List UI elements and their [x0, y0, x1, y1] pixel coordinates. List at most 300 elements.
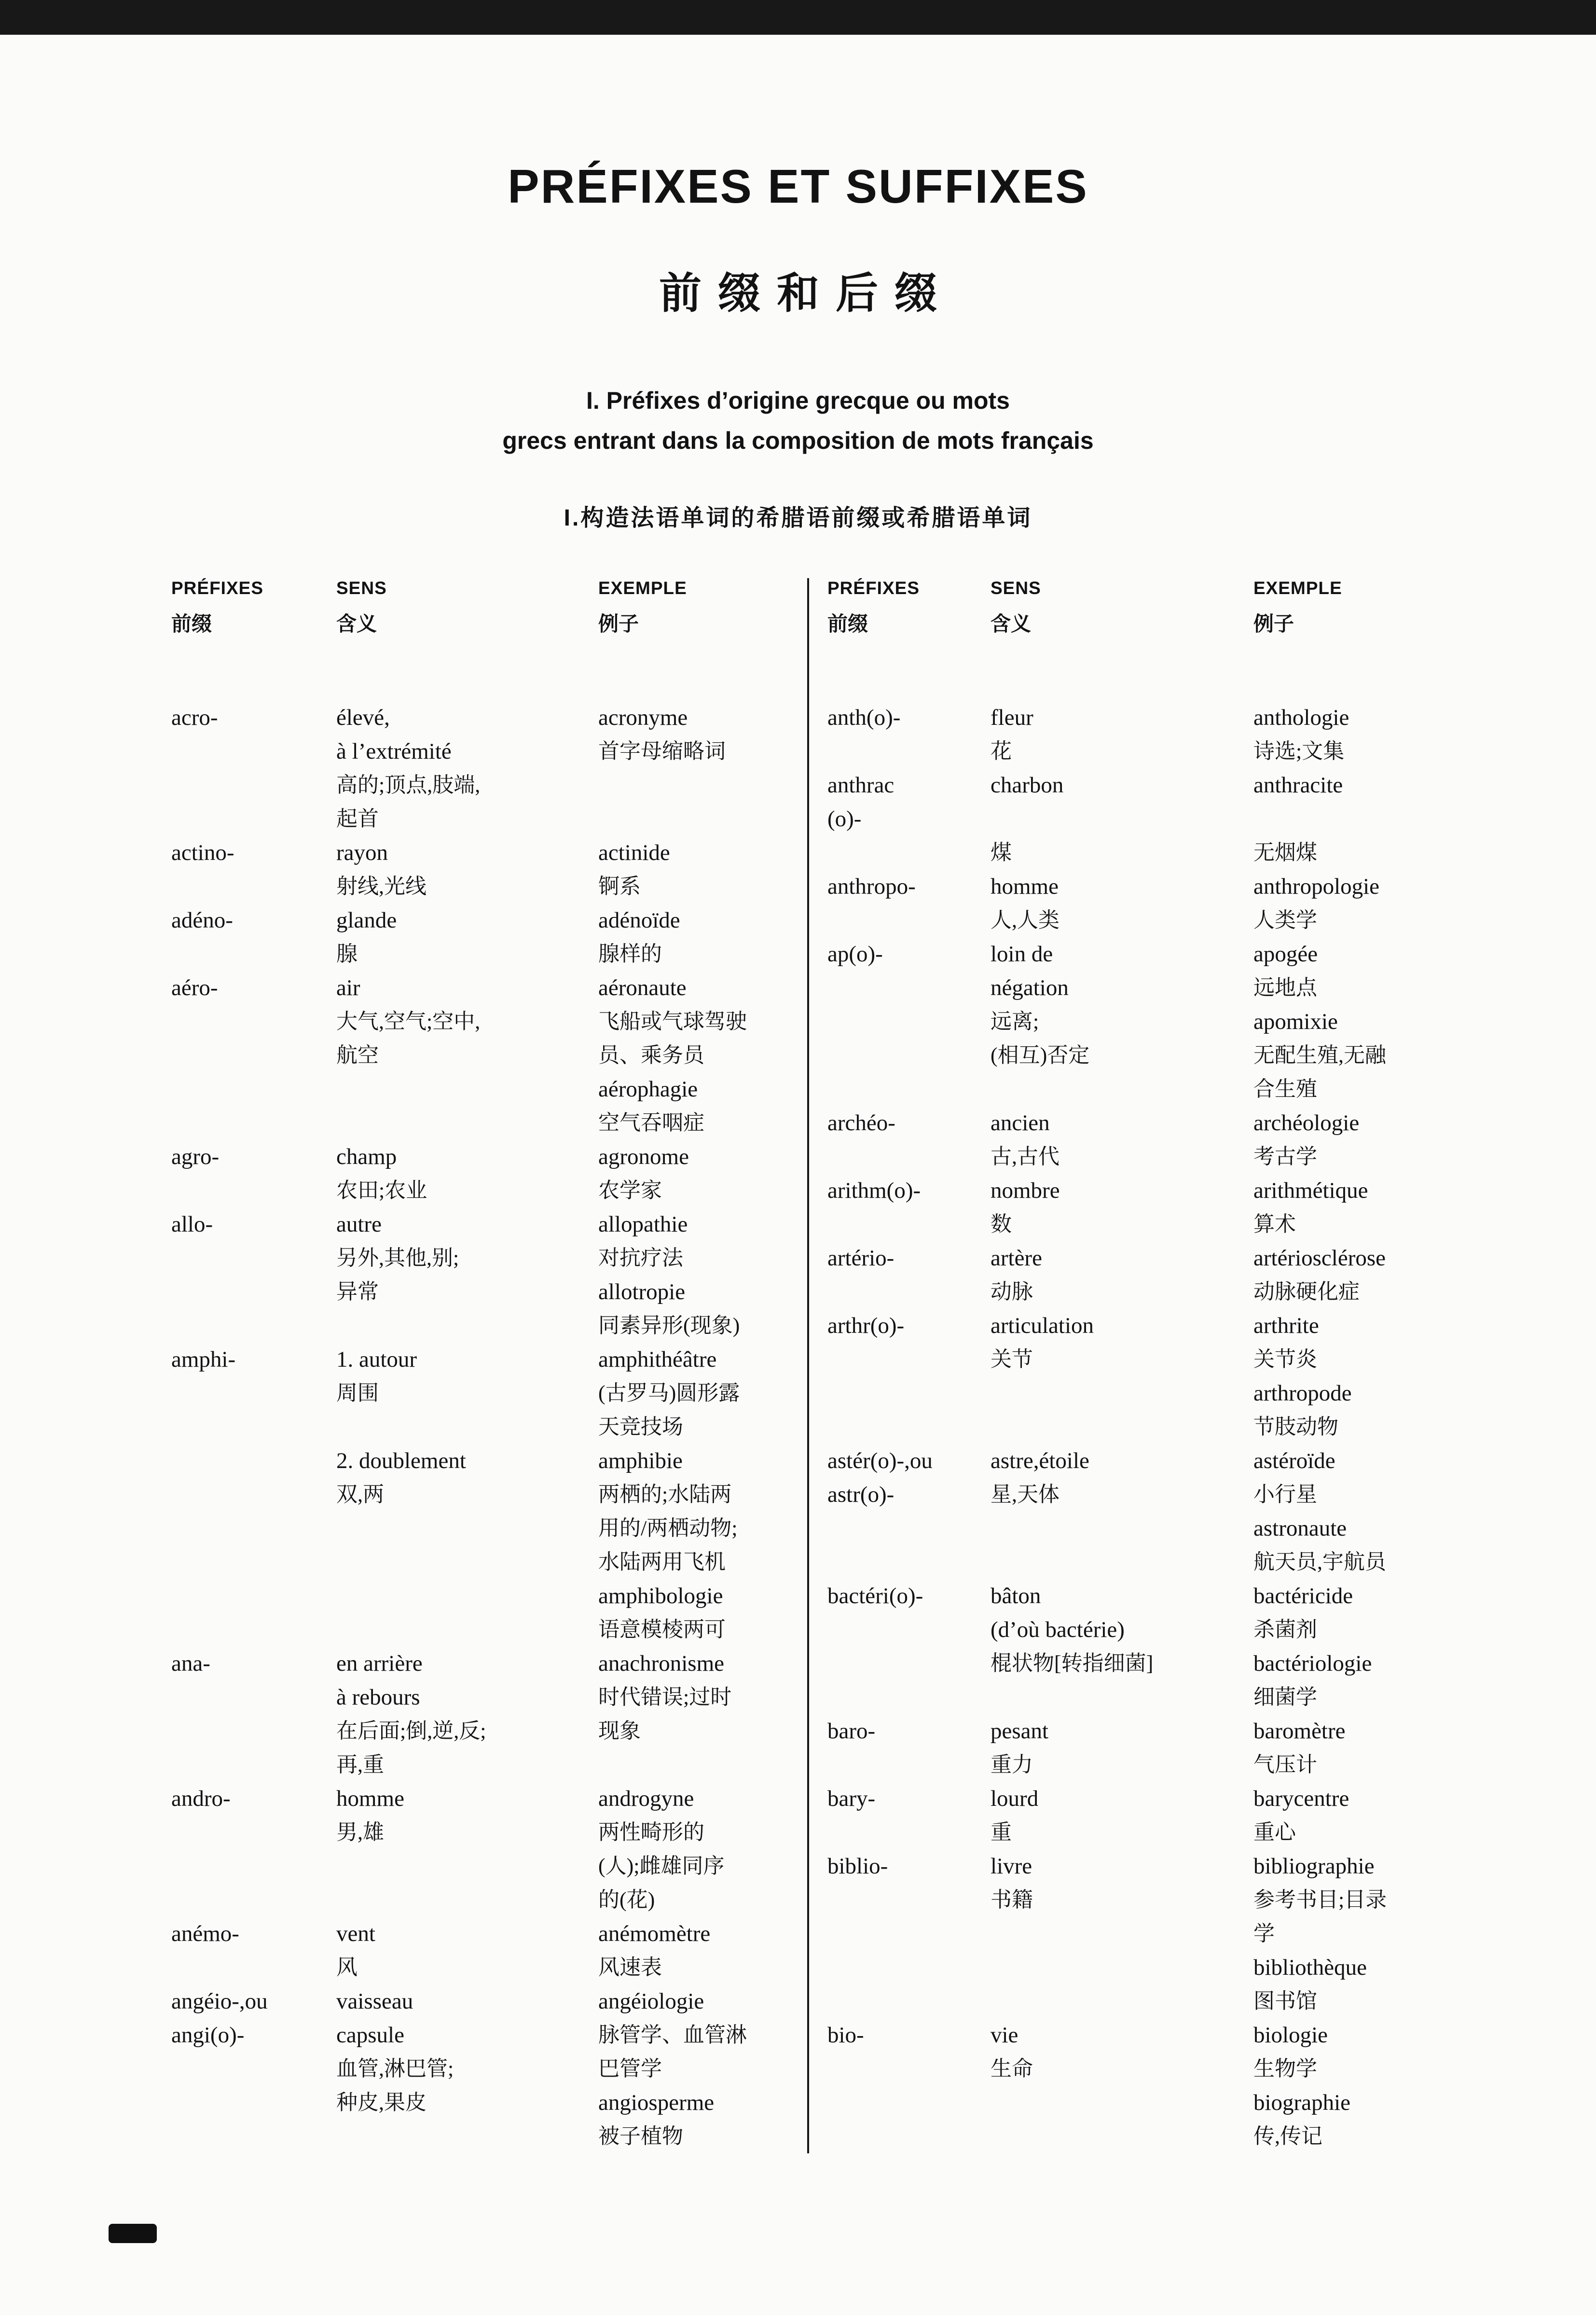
- text-line: 航天员,宇航员: [1253, 1550, 1386, 1574]
- prefix-cell: [827, 1241, 991, 1309]
- dictionary-entry: [827, 1444, 1516, 1579]
- sens-cell: [991, 1106, 1253, 1174]
- text-line: adéno-: [171, 908, 233, 933]
- text-line: 诗选;文集: [1253, 739, 1345, 763]
- text-line: 飞船或气球驾驶: [598, 1010, 747, 1033]
- sens-cell: [991, 1174, 1253, 1241]
- text-line: capsule: [336, 2023, 404, 2048]
- dictionary-entry: [171, 1444, 807, 1647]
- exemple-cell: [598, 1782, 807, 1917]
- text-line: 空气吞咽症: [598, 1111, 704, 1135]
- text-line: 两栖的;水陆两: [598, 1483, 732, 1506]
- dictionary-entry: [171, 1343, 807, 1444]
- dictionary-entry: [171, 1207, 807, 1343]
- prefix-cell: [171, 1647, 336, 1782]
- text-line: anthologie: [1253, 705, 1349, 730]
- sens-cell: [336, 1782, 598, 1917]
- header-prefixes: PRÉFIXES 前缀: [827, 578, 920, 635]
- text-line: bibliographie: [1253, 1854, 1375, 1879]
- text-line: 员、乘务员: [598, 1043, 704, 1067]
- text-line: androgyne: [598, 1786, 694, 1811]
- exemple-cell: [598, 971, 807, 1140]
- text-line: angéiologie: [598, 1989, 704, 2014]
- exemple-cell: [598, 903, 807, 971]
- text-line: (o)-: [827, 806, 862, 832]
- prefix-cell: [827, 1309, 991, 1444]
- text-line: anémo-: [171, 1921, 239, 1946]
- text-line: [1253, 802, 1516, 836]
- dictionary-entry: [171, 903, 807, 971]
- text-line: ancien: [991, 1110, 1050, 1136]
- dictionary-entry: [827, 1782, 1516, 1849]
- text-line: 无烟煤: [1253, 841, 1317, 864]
- table-column-right: [809, 578, 1516, 2153]
- text-line: biologie: [1253, 2023, 1328, 2048]
- text-line: 动脉硬化症: [1253, 1280, 1360, 1303]
- exemple-cell: [1253, 870, 1516, 937]
- text-line: 细菌学: [1253, 1685, 1317, 1709]
- text-line: aérophagie: [598, 1077, 698, 1102]
- section-heading-line2: grecs entrant dans la composition de mots français: [502, 427, 1094, 454]
- prefix-cell: [827, 1782, 991, 1849]
- text-line: 农田;农业: [336, 1178, 427, 1202]
- text-line: 古,古代: [991, 1145, 1059, 1168]
- text-line: loin de: [991, 942, 1053, 967]
- prefix-cell: [171, 1343, 336, 1444]
- text-line: biographie: [1253, 2090, 1350, 2115]
- prefix-cell: [827, 1106, 991, 1174]
- dictionary-entry: [171, 1984, 807, 2018]
- text-line: 另外,其他,别;: [336, 1246, 459, 1270]
- text-line: 异常: [336, 1280, 379, 1303]
- text-line: agro-: [171, 1144, 220, 1169]
- text-line: arthrite: [1253, 1313, 1319, 1338]
- text-line: champ: [336, 1144, 397, 1169]
- exemple-cell: [1253, 768, 1516, 870]
- text-line: 星,天体: [991, 1483, 1059, 1506]
- prefix-cell: [827, 701, 991, 768]
- text-line: 生物学: [1253, 2057, 1317, 2080]
- text-line: 人类学: [1253, 908, 1317, 932]
- text-line: homme: [991, 874, 1059, 899]
- text-line: autre: [336, 1212, 382, 1237]
- prefix-cell: [827, 1579, 991, 1714]
- column-header-row: [827, 578, 1516, 637]
- exemple-cell: [1253, 1444, 1516, 1579]
- text-line: 重力: [991, 1753, 1033, 1776]
- text-line: bâton: [991, 1583, 1041, 1608]
- text-line: astre,étoile: [991, 1448, 1089, 1473]
- text-line: 关节炎: [1253, 1347, 1317, 1371]
- exemple-cell: [1253, 701, 1516, 768]
- prefix-cell: [827, 2018, 991, 2153]
- text-line: 语意模棱两可: [598, 1618, 726, 1641]
- text-line: 节肢动物: [1253, 1415, 1338, 1439]
- column-header-row: [171, 578, 807, 637]
- prefix-cell: [827, 937, 991, 1106]
- text-line: amphi-: [171, 1347, 236, 1372]
- text-line: anthracite: [1253, 773, 1343, 798]
- text-line: 对抗疗法: [598, 1246, 683, 1270]
- text-line: anachronisme: [598, 1651, 725, 1676]
- text-line: 生命: [991, 2057, 1033, 2080]
- page-title: PRÉFIXES ET SUFFIXES: [508, 160, 1088, 213]
- exemple-cell: [598, 1140, 807, 1207]
- text-line: barycentre: [1253, 1786, 1349, 1811]
- sens-cell: [336, 971, 598, 1140]
- text-line: amphithéâtre: [598, 1347, 717, 1372]
- text-line: angéio-,ou: [171, 1989, 268, 2014]
- text-line: 学: [1253, 1922, 1275, 1945]
- exemple-cell: [598, 2018, 807, 2153]
- text-line: 脉管学、血管淋: [598, 2023, 747, 2047]
- dictionary-entry: [827, 1309, 1516, 1444]
- text-line: vent: [336, 1921, 375, 1946]
- text-line: astr(o)-: [827, 1482, 894, 1507]
- text-line: archéologie: [1253, 1110, 1360, 1136]
- dictionary-entry: [171, 1782, 807, 1917]
- text-line: biblio-: [827, 1854, 888, 1879]
- exemple-cell: [1253, 1174, 1516, 1241]
- dictionary-entry: [171, 836, 807, 903]
- exemple-cell: [1253, 1714, 1516, 1782]
- text-line: apomixie: [1253, 1009, 1338, 1034]
- prefix-cell: [171, 1917, 336, 1984]
- text-line: artério-: [827, 1246, 894, 1271]
- exemple-cell: [1253, 1849, 1516, 2018]
- exemple-cell: [598, 1917, 807, 1984]
- dictionary-entry: [827, 1579, 1516, 1714]
- text-line: 合生殖: [1253, 1077, 1317, 1101]
- text-line: 无配生殖,无融: [1253, 1043, 1386, 1067]
- text-line: 风: [336, 1955, 358, 1979]
- text-line: agronome: [598, 1144, 689, 1169]
- text-line: 周围: [336, 1381, 379, 1405]
- prefix-cell: [827, 1444, 991, 1579]
- prefix-cell: [827, 870, 991, 937]
- prefix-cell: [171, 1207, 336, 1343]
- text-line: nombre: [991, 1178, 1060, 1203]
- text-line: 小行星: [1253, 1483, 1317, 1506]
- sens-cell: [336, 1444, 598, 1647]
- text-line: 男,雄: [336, 1820, 384, 1844]
- sens-cell: [991, 701, 1253, 768]
- text-line: 腺样的: [598, 942, 662, 966]
- text-line: 远地点: [1253, 976, 1317, 999]
- sens-cell: [991, 870, 1253, 937]
- text-line: 在后面;倒,逆,反;: [336, 1719, 486, 1743]
- sens-cell: [991, 1714, 1253, 1782]
- exemple-cell: [1253, 1309, 1516, 1444]
- text-line: 农学家: [598, 1178, 662, 1202]
- prefix-cell: [827, 1174, 991, 1241]
- text-line: fleur: [991, 705, 1033, 730]
- text-line: 参考书目;目录: [1253, 1888, 1387, 1912]
- exemple-cell: [1253, 1579, 1516, 1714]
- scan-edge-top: [0, 0, 1596, 35]
- section-heading: [0, 381, 1596, 460]
- prefix-cell: [171, 1140, 336, 1207]
- text-line: 血管,淋巴管;: [336, 2057, 454, 2080]
- text-line: élevé,: [336, 705, 390, 730]
- text-line: (人);雌雄同序: [598, 1854, 725, 1878]
- text-line: 锕系: [598, 874, 641, 898]
- header-prefixes: PRÉFIXES 前缀: [171, 578, 263, 635]
- sens-cell: [991, 1849, 1253, 2018]
- text-line: 气压计: [1253, 1753, 1317, 1776]
- sens-cell: [336, 1984, 598, 2018]
- text-line: (d’où bactérie): [991, 1617, 1125, 1642]
- text-line: 人,人类: [991, 908, 1059, 932]
- text-line: à rebours: [336, 1685, 420, 1710]
- exemple-cell: [598, 1343, 807, 1444]
- text-line: 2. doublement: [336, 1448, 466, 1473]
- dictionary-entry: [827, 1106, 1516, 1174]
- dictionary-entry: [827, 1714, 1516, 1782]
- prefix-table: [0, 578, 1596, 2153]
- header-sens: SENS 含义: [336, 578, 387, 635]
- exemple-cell: [598, 836, 807, 903]
- text-line: rayon: [336, 840, 388, 865]
- prefix-cell: [827, 1714, 991, 1782]
- text-line: en arrière: [336, 1651, 423, 1676]
- exemple-cell: [1253, 1782, 1516, 1849]
- dictionary-entry: [827, 2018, 1516, 2153]
- text-line: 远离;: [991, 1010, 1039, 1033]
- sens-cell: [336, 2018, 598, 2153]
- text-line: 关节: [991, 1347, 1033, 1371]
- text-line: baro-: [827, 1719, 876, 1744]
- text-line: 算术: [1253, 1212, 1296, 1236]
- table-column-left: [171, 578, 807, 2153]
- text-line: glande: [336, 908, 397, 933]
- text-line: adénoïde: [598, 908, 680, 933]
- text-line: 重心: [1253, 1820, 1296, 1844]
- dictionary-entry: [171, 1647, 807, 1782]
- text-line: 考古学: [1253, 1145, 1317, 1168]
- dictionary-entry: [171, 971, 807, 1140]
- sens-cell: [336, 1343, 598, 1444]
- text-line: lourd: [991, 1786, 1039, 1811]
- dictionary-entry: [827, 937, 1516, 1106]
- exemple-cell: [1253, 1106, 1516, 1174]
- sens-cell: [991, 1444, 1253, 1579]
- text-line: 种皮,果皮: [336, 2091, 427, 2114]
- text-line: artériosclérose: [1253, 1246, 1386, 1271]
- text-line: livre: [991, 1854, 1032, 1879]
- text-line: bactériologie: [1253, 1651, 1372, 1676]
- text-line: 煤: [991, 841, 1012, 864]
- text-line: bactéricide: [1253, 1583, 1353, 1608]
- text-line: bary-: [827, 1786, 876, 1811]
- prefix-cell: [171, 1782, 336, 1917]
- text-line: homme: [336, 1786, 404, 1811]
- text-line: 起首: [336, 807, 379, 831]
- text-line: actino-: [171, 840, 234, 865]
- text-line: 天竞技场: [598, 1415, 683, 1439]
- sens-cell: [991, 1579, 1253, 1714]
- text-line: acro-: [171, 705, 218, 730]
- sens-cell: [336, 1140, 598, 1207]
- text-line: amphibologie: [598, 1583, 723, 1608]
- text-line: 现象: [598, 1719, 641, 1743]
- sens-cell: [991, 1241, 1253, 1309]
- sens-cell: [991, 2018, 1253, 2153]
- sens-cell: [336, 701, 598, 836]
- text-line: 动脉: [991, 1280, 1033, 1303]
- text-line: 两性畸形的: [598, 1820, 704, 1844]
- text-line: actinide: [598, 840, 670, 865]
- text-line: 巴管学: [598, 2057, 662, 2080]
- text-line: 用的/两栖动物;: [598, 1516, 738, 1540]
- prefix-cell: [171, 701, 336, 836]
- text-line: archéo-: [827, 1110, 895, 1136]
- text-line: négation: [991, 975, 1069, 1000]
- text-line: 首字母缩略词: [598, 739, 726, 763]
- text-line: 双,两: [336, 1483, 384, 1506]
- text-line: 花: [991, 739, 1012, 763]
- text-line: allo-: [171, 1212, 213, 1237]
- entries-right: [827, 701, 1516, 2153]
- text-line: astér(o)-,ou: [827, 1448, 933, 1473]
- prefix-cell: [171, 1984, 336, 2018]
- exemple-cell: [598, 1647, 807, 1782]
- text-line: 高的;顶点,肢端,: [336, 773, 481, 797]
- text-line: anthrac: [827, 773, 894, 798]
- text-line: (古罗马)圆形露: [598, 1381, 740, 1405]
- text-line: 时代错误;过时: [598, 1685, 732, 1709]
- text-line: amphibie: [598, 1448, 683, 1473]
- text-line: angiosperme: [598, 2090, 715, 2115]
- text-line: 同素异形(现象): [598, 1314, 740, 1337]
- prefix-cell: [171, 1444, 336, 1647]
- dictionary-entry: [827, 768, 1516, 870]
- page-title-chinese: 前缀和后缀: [659, 269, 953, 317]
- section-heading-line1: I. Préfixes d’origine grecque ou mots: [586, 387, 1010, 414]
- dictionary-entry: [171, 701, 807, 836]
- text-line: 腺: [336, 942, 358, 966]
- prefix-cell: [171, 971, 336, 1140]
- text-line: articulation: [991, 1313, 1094, 1338]
- exemple-cell: [598, 1207, 807, 1343]
- sens-cell: [991, 1782, 1253, 1849]
- sens-cell: [991, 768, 1253, 870]
- text-line: arithmétique: [1253, 1178, 1368, 1203]
- prefix-cell: [171, 836, 336, 903]
- text-line: 数: [991, 1212, 1012, 1236]
- text-line: angi(o)-: [171, 2023, 245, 2048]
- text-line: 图书馆: [1253, 1989, 1317, 2013]
- text-line: 风速表: [598, 1955, 662, 1979]
- sens-cell: [991, 1309, 1253, 1444]
- text-line: ap(o)-: [827, 942, 883, 967]
- text-line: air: [336, 975, 360, 1000]
- exemple-cell: [598, 1984, 807, 2018]
- text-line: bio-: [827, 2023, 864, 2048]
- text-line: 传,传记: [1253, 2124, 1322, 2148]
- text-line: bactéri(o)-: [827, 1583, 923, 1608]
- dictionary-entry: [171, 1140, 807, 1207]
- entries-left: [171, 701, 807, 2153]
- text-line: arthr(o)-: [827, 1313, 905, 1338]
- text-line: [991, 802, 1253, 836]
- text-line: bibliothèque: [1253, 1955, 1367, 1980]
- exemple-cell: [598, 701, 807, 836]
- text-line: 的(花): [598, 1888, 655, 1912]
- sens-cell: [336, 1207, 598, 1343]
- dictionary-entry: [827, 1174, 1516, 1241]
- scan-artifact: [109, 2224, 157, 2243]
- header-exemple: EXEMPLE 例子: [598, 578, 687, 635]
- text-line: pesant: [991, 1719, 1049, 1744]
- text-line: astronaute: [1253, 1516, 1347, 1541]
- text-line: 再,重: [336, 1753, 384, 1776]
- header-exemple: EXEMPLE 例子: [1253, 578, 1342, 635]
- text-line: aéronaute: [598, 975, 687, 1000]
- text-line: andro-: [171, 1786, 231, 1811]
- text-line: ana-: [171, 1651, 210, 1676]
- text-line: arthropode: [1253, 1381, 1352, 1406]
- text-line: allotropie: [598, 1279, 686, 1304]
- text-line: apogée: [1253, 942, 1318, 967]
- sens-cell: [336, 1647, 598, 1782]
- text-line: aéro-: [171, 975, 218, 1000]
- text-line: 1. autour: [336, 1347, 417, 1372]
- text-line: allopathie: [598, 1212, 688, 1237]
- sens-cell: [336, 836, 598, 903]
- section-heading-chinese: I.构造法语单词的希腊语前缀或希腊语单词: [564, 505, 1032, 531]
- header-sens: SENS 含义: [991, 578, 1041, 635]
- text-line: 水陆两用飞机: [598, 1550, 726, 1574]
- text-line: anémomètre: [598, 1921, 711, 1946]
- prefix-cell: [827, 768, 991, 870]
- sens-cell: [991, 937, 1253, 1106]
- text-line: acronyme: [598, 705, 688, 730]
- prefix-cell: [171, 903, 336, 971]
- sens-cell: [336, 1917, 598, 1984]
- text-line: anth(o)-: [827, 705, 901, 730]
- exemple-cell: [598, 1444, 807, 1647]
- sens-cell: [336, 903, 598, 971]
- text-line: vie: [991, 2023, 1018, 2048]
- dictionary-entry: [827, 701, 1516, 768]
- dictionary-entry: [827, 870, 1516, 937]
- text-line: baromètre: [1253, 1719, 1346, 1744]
- text-line: 棍状物[转指细菌]: [991, 1651, 1154, 1675]
- text-line: artère: [991, 1246, 1042, 1271]
- text-line: 大气,空气;空中,: [336, 1010, 481, 1033]
- prefix-cell: [171, 2018, 336, 2153]
- exemple-cell: [1253, 2018, 1516, 2153]
- exemple-cell: [1253, 937, 1516, 1106]
- text-line: astéroïde: [1253, 1448, 1335, 1473]
- text-line: arithm(o)-: [827, 1178, 921, 1203]
- text-line: 射线,光线: [336, 874, 427, 898]
- text-line: 被子植物: [598, 2124, 683, 2148]
- text-line: 重: [991, 1820, 1012, 1844]
- text-line: à l’extrémité: [336, 739, 452, 764]
- text-line: anthropologie: [1253, 874, 1380, 899]
- dictionary-entry: [171, 1917, 807, 1984]
- text-line: charbon: [991, 773, 1064, 798]
- text-line: vaisseau: [336, 1989, 413, 2014]
- dictionary-entry: [171, 2018, 807, 2153]
- exemple-cell: [1253, 1241, 1516, 1309]
- text-line: 杀菌剂: [1253, 1618, 1317, 1641]
- text-line: anthropo-: [827, 874, 916, 899]
- text-line: 书籍: [991, 1888, 1033, 1912]
- text-line: (相互)否定: [991, 1043, 1090, 1067]
